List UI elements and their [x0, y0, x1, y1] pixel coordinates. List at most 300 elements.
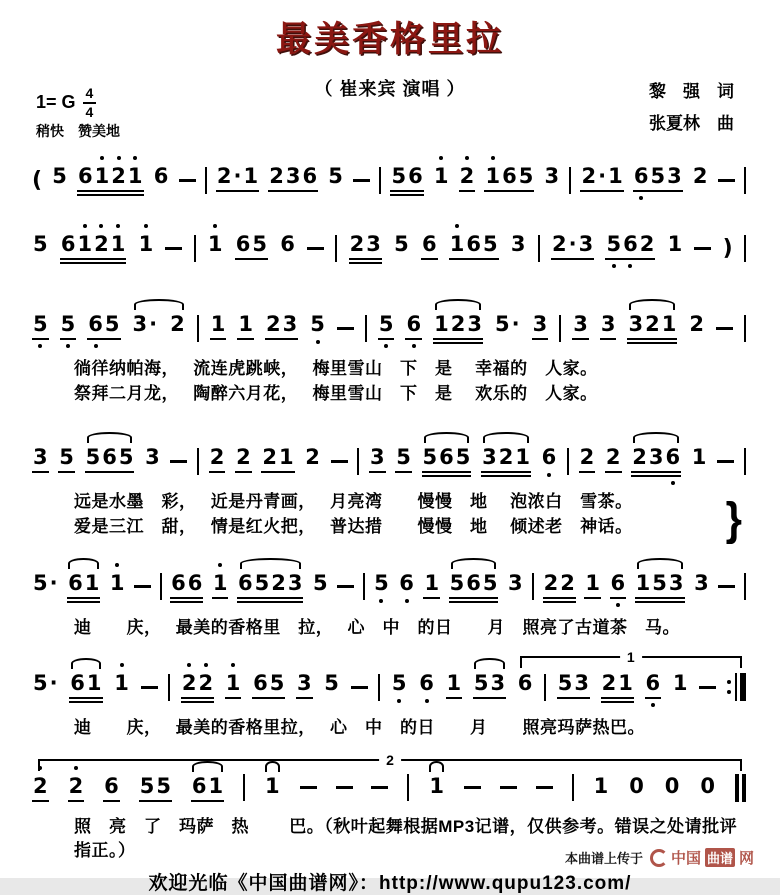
- note-digit: 1: [225, 671, 241, 696]
- note-digit: 5: [374, 570, 389, 595]
- music-row: [30, 428, 750, 490]
- duration-dash: [500, 786, 517, 789]
- note-digit: 1: [243, 164, 259, 188]
- song-title: 最美香格里拉: [275, 20, 504, 59]
- note-digit: 1: [138, 232, 154, 256]
- note-group: [631, 445, 681, 477]
- note-digit: 6: [235, 232, 251, 256]
- note-group: [510, 232, 527, 256]
- note-digit: 6: [60, 232, 76, 256]
- duration-dash: [464, 786, 481, 789]
- barline: [335, 235, 337, 262]
- stanza-brace: }: [725, 492, 742, 544]
- barline: [572, 774, 574, 801]
- note-group: [181, 671, 214, 703]
- note-group: [391, 671, 408, 695]
- note-group: [418, 671, 435, 695]
- note-digit: 1: [84, 570, 100, 595]
- note-digit: 2: [216, 164, 232, 188]
- note-group: [69, 671, 102, 703]
- barline: [407, 774, 409, 801]
- note-digit: 5: [324, 671, 339, 696]
- note-group: [327, 164, 344, 188]
- repeat-dot: [727, 690, 731, 694]
- note-digit: 3: [544, 164, 560, 188]
- note-group: [446, 671, 463, 699]
- augmentation-dot: ·: [511, 312, 520, 336]
- lyric-line: 迪 庆， 最美的香格里 拉， 心 中 的日 月 照亮了古道茶 马。: [74, 617, 680, 637]
- note-digit: 5: [518, 164, 534, 188]
- note-digit: 1: [94, 164, 110, 188]
- note-group: [252, 671, 285, 699]
- note-digit: 3: [600, 312, 616, 336]
- note-digit: 2: [543, 570, 559, 595]
- note-digit: 2: [236, 445, 251, 470]
- composer-credit: 张夏林 曲: [649, 114, 734, 134]
- note-digit: 5: [269, 671, 285, 696]
- note-group: [532, 312, 549, 340]
- repeat-barline: [727, 673, 746, 701]
- note-digit: 5: [391, 164, 407, 188]
- note-digit: 5: [156, 773, 171, 798]
- note-group: [541, 445, 558, 469]
- note-digit: 5: [391, 671, 407, 696]
- note-digit: 5: [139, 773, 155, 798]
- note-digit: 6: [466, 570, 481, 595]
- note-group: [261, 445, 294, 473]
- note-group: [421, 232, 438, 260]
- note-digit: 5: [312, 570, 328, 595]
- note-group: [268, 164, 318, 192]
- note-group: [645, 671, 662, 699]
- music-system: [30, 147, 750, 209]
- volta-bracket-1: [520, 649, 742, 668]
- lyric-line: 祭拜二月龙， 陶醉六月花， 梅里雪山 下 是 欢乐的 人家。: [74, 383, 598, 403]
- note-digit: 6: [517, 671, 533, 696]
- note-digit: 5: [33, 232, 48, 256]
- note-group: [378, 312, 395, 340]
- volta-label: 1: [620, 649, 642, 666]
- note-digit: 5: [557, 671, 573, 696]
- performer-line: （ 崔来宾 演唱 ）: [314, 79, 466, 99]
- note-group: [423, 571, 440, 599]
- duration-dash: [179, 179, 196, 182]
- note-group: [398, 571, 415, 595]
- duration-dash: [716, 327, 733, 330]
- note-group: [237, 571, 304, 603]
- note-group: [494, 312, 521, 336]
- barline: [205, 167, 207, 194]
- note-digit: 5: [33, 312, 48, 336]
- note-group: [235, 445, 252, 473]
- barline: [168, 674, 170, 701]
- note-digit: 6: [187, 570, 203, 595]
- barline: [567, 448, 569, 475]
- note-digit: 1: [238, 312, 253, 336]
- note-group: [32, 774, 49, 802]
- note-digit: 5: [59, 445, 74, 470]
- note-group: [584, 571, 601, 599]
- note-group: [210, 312, 227, 340]
- note-digit: 1: [424, 570, 440, 595]
- lyric-line: 远是水墨 彩， 近是丹青画， 月亮湾 慢慢 地 泡浓白 雪茶。: [74, 492, 633, 512]
- note-group: [32, 312, 49, 340]
- watermark: [565, 847, 754, 868]
- repeat-dot: [727, 680, 731, 684]
- note-group: [422, 445, 472, 477]
- note-group: [688, 312, 705, 336]
- augmentation-dot: ·: [568, 232, 577, 256]
- note-digit: 2: [450, 312, 466, 336]
- note-group: [296, 671, 313, 699]
- note-digit: 5: [422, 445, 438, 470]
- augmentation-dot: ·: [49, 570, 58, 595]
- note-group: [32, 571, 59, 595]
- note-digit: 2: [601, 671, 617, 696]
- rest-zero: 0: [700, 773, 715, 798]
- note-digit: 6: [191, 773, 207, 798]
- note-digit: 3: [285, 164, 301, 188]
- note-digit: 1: [109, 570, 125, 595]
- note-digit: 1: [77, 232, 93, 256]
- note-digit: 5: [606, 232, 622, 256]
- note-group: [58, 445, 75, 473]
- note-digit: 3: [369, 445, 385, 470]
- note-digit: 1: [212, 570, 228, 595]
- note-digit: 6: [88, 312, 103, 336]
- note-group: [349, 232, 382, 264]
- note-digit: 2: [689, 312, 704, 336]
- barline: [744, 167, 746, 194]
- note-digit: 1: [127, 164, 143, 188]
- note-digit: 1: [515, 445, 530, 470]
- note-digit: 3: [287, 570, 303, 595]
- note-group: [113, 671, 130, 695]
- duration-dash: [141, 686, 158, 689]
- note-digit: 6: [502, 164, 517, 188]
- note-group: [138, 232, 155, 256]
- note-digit: 2: [265, 312, 281, 336]
- note-digit: 3: [296, 671, 312, 696]
- note-digit: 1: [114, 671, 129, 696]
- duration-dash: [134, 585, 151, 588]
- note-digit: 1: [208, 773, 224, 798]
- note-digit: 2: [209, 445, 225, 470]
- note-digit: 1: [593, 773, 609, 798]
- note-group: [605, 232, 655, 260]
- note-digit: 3: [628, 312, 644, 336]
- music-system: [30, 428, 750, 544]
- final-bar-thick: [742, 774, 746, 802]
- note-group: [32, 445, 49, 473]
- barline: [197, 315, 199, 342]
- note-group: [627, 312, 677, 344]
- note-group: [60, 232, 127, 264]
- note-group: [395, 445, 412, 473]
- note-digit: 2: [271, 570, 286, 595]
- note-digit: 1: [434, 312, 449, 336]
- barline: [544, 674, 546, 701]
- note-digit: 1: [667, 232, 683, 256]
- note-digit: 2: [198, 671, 214, 696]
- note-group: [209, 445, 226, 473]
- note-digit: 3: [366, 232, 381, 256]
- barline: [357, 448, 359, 475]
- note-digit: 3: [33, 445, 48, 470]
- duration-dash: [307, 247, 324, 250]
- note-digit: 6: [78, 164, 93, 188]
- note-digit: 5: [60, 312, 76, 336]
- note-digit: 6: [302, 164, 318, 188]
- note-digit: 5: [378, 312, 394, 336]
- note-digit: 1: [433, 164, 449, 188]
- note-digit: 6: [408, 164, 423, 188]
- note-digit: 2: [170, 312, 185, 336]
- time-signature: [83, 86, 97, 119]
- repeat-dots: [727, 680, 731, 694]
- note-digit: 1: [110, 232, 126, 256]
- note-group: [459, 164, 476, 192]
- rest-zero: 0: [664, 773, 680, 798]
- note-digit: 3: [132, 312, 148, 336]
- note-group: [449, 232, 499, 260]
- note-digit: 5: [254, 570, 270, 595]
- note-digit: 2: [269, 164, 284, 188]
- note-group: [85, 445, 135, 473]
- duration-dash: [694, 247, 711, 250]
- barline: [363, 573, 365, 600]
- time-denominator: 4: [85, 103, 94, 120]
- note-group: [544, 164, 561, 188]
- note-digit: 6: [633, 164, 649, 188]
- note-digit: 1: [265, 773, 280, 798]
- lyric-line: 迪 庆， 最美的香格里拉， 心 中 的日 月 照亮玛萨热巴。: [74, 718, 645, 738]
- note-group: [433, 312, 483, 344]
- duration-dash: [331, 460, 348, 463]
- note-digit: 1: [86, 671, 102, 696]
- note-digit: 1: [608, 164, 623, 188]
- note-group: [484, 164, 534, 192]
- footer-welcome: 欢迎光临《中国曲谱网》：http://www.qupu123.com/: [148, 873, 632, 895]
- note-digit: 2: [581, 164, 597, 188]
- duration-dash: [536, 786, 553, 789]
- note-digit: 6: [68, 570, 83, 595]
- brand-mid: 曲谱: [705, 848, 735, 867]
- note-group: [517, 671, 534, 695]
- note-group: [473, 671, 506, 699]
- note-group: [60, 312, 77, 340]
- final-barline: [735, 774, 746, 802]
- note-group: [601, 671, 634, 703]
- duration-dash: [300, 786, 317, 789]
- note-group: [225, 671, 242, 699]
- credits: [649, 76, 734, 141]
- note-digit: 6: [153, 164, 169, 188]
- note-digit: 5: [473, 671, 489, 696]
- note-digit: 3: [467, 312, 482, 336]
- note-digit: 5: [33, 570, 48, 595]
- note-digit: 5: [328, 164, 343, 188]
- note-digit: 6: [70, 671, 85, 696]
- duration-dash: [699, 686, 716, 689]
- note-digit: 2: [111, 164, 126, 188]
- music-system: [30, 554, 750, 641]
- note-group: [264, 774, 281, 798]
- brand-pre: 中国: [670, 850, 701, 867]
- note-digit: 6: [466, 232, 482, 256]
- note-digit: 3: [667, 164, 682, 188]
- note-group: [369, 445, 386, 473]
- note-digit: 2: [552, 232, 567, 256]
- note-group: [390, 164, 423, 196]
- note-digit: 5: [394, 232, 409, 256]
- music-system: [30, 215, 750, 277]
- duration-dash: [170, 460, 187, 463]
- header: [0, 0, 780, 139]
- note-group: [667, 232, 684, 256]
- barline: [365, 315, 367, 342]
- note-digit: 2: [632, 445, 647, 470]
- note-group: [449, 571, 499, 603]
- note-digit: 3: [282, 312, 298, 336]
- barline: [197, 448, 199, 475]
- barline: [243, 774, 245, 801]
- note-digit: 2: [692, 164, 708, 188]
- key-signature: [36, 86, 96, 119]
- barline: [559, 315, 561, 342]
- note-digit: 2: [33, 773, 48, 798]
- note-digit: 1: [618, 671, 633, 696]
- note-group: [51, 164, 68, 188]
- note-group: [191, 774, 224, 802]
- note-digit: 3: [694, 570, 709, 595]
- note-group: [103, 774, 120, 802]
- note-group: [309, 312, 326, 336]
- note-digit: 6: [171, 570, 186, 595]
- barline: [160, 573, 162, 600]
- note-digit: 2: [349, 232, 365, 256]
- note-digit: 1: [635, 570, 651, 595]
- duration-dash: [337, 585, 354, 588]
- rest-zero: 0: [629, 773, 644, 798]
- note-digit: 1: [672, 671, 688, 696]
- note-group: [144, 445, 161, 469]
- note-group: [433, 164, 450, 188]
- note-digit: 6: [280, 232, 295, 256]
- note-digit: 5: [449, 570, 465, 595]
- note-group: [235, 232, 268, 260]
- note-digit: 5: [104, 312, 120, 336]
- note-digit: 5: [85, 445, 101, 470]
- qupu-logo-icon: [650, 849, 668, 867]
- note-group: [139, 774, 172, 802]
- barline: [744, 448, 746, 475]
- barline: [379, 167, 381, 194]
- note-group: [635, 571, 685, 603]
- note-group: [109, 571, 126, 595]
- music-row: [30, 215, 750, 277]
- note-digit: 5: [118, 445, 134, 470]
- barline: [744, 235, 746, 262]
- note-digit: 2: [560, 570, 575, 595]
- note-group: [216, 164, 259, 192]
- music-row: [30, 554, 750, 616]
- note-digit: 5: [52, 164, 67, 188]
- barline: [744, 573, 746, 600]
- note-group: [153, 164, 170, 188]
- note-group: [373, 571, 390, 595]
- note-digit: 6: [399, 570, 414, 595]
- note-digit: 1: [661, 312, 677, 336]
- lyric-line: 爱是三江 甜， 情是红火把， 普达措 慢慢 地 倾述老 神话。: [74, 516, 633, 536]
- note-group: [265, 312, 298, 340]
- note-group: [557, 671, 590, 699]
- note-group: [207, 232, 224, 256]
- note-digit: 2: [68, 773, 84, 798]
- music-row: [30, 147, 750, 209]
- duration-dash: [718, 585, 735, 588]
- augmentation-dot: ·: [598, 164, 607, 188]
- note-digit: 3: [573, 312, 588, 336]
- note-group: [323, 671, 340, 695]
- note-group: [67, 571, 100, 603]
- note-group: [212, 571, 229, 599]
- note-digit: 5: [455, 445, 471, 470]
- note-group: [572, 312, 589, 340]
- note-digit: 6: [645, 671, 661, 696]
- note-digit: 3: [668, 570, 684, 595]
- time-numerator: 4: [83, 86, 97, 104]
- note-digit: 5: [252, 232, 268, 256]
- volta-bracket-2: [38, 751, 742, 771]
- note-group: [312, 571, 329, 595]
- augmentation-dot: ·: [49, 671, 58, 696]
- barline: [532, 573, 534, 600]
- note-group: [32, 232, 49, 256]
- note-digit: 6: [102, 445, 117, 470]
- note-group: [580, 164, 623, 192]
- note-digit: 2: [579, 445, 595, 470]
- volta-label: 2: [379, 752, 401, 769]
- lyricist-credit: 黎 强 词: [649, 82, 734, 101]
- barline: [378, 674, 380, 701]
- augmentation-dot: ·: [233, 164, 242, 188]
- note-group: [543, 571, 576, 603]
- note-digit: 5: [33, 671, 48, 696]
- note-group: [579, 445, 596, 473]
- phrase-paren: ): [722, 235, 733, 261]
- note-digit: 6: [253, 671, 268, 696]
- note-group: [405, 312, 422, 340]
- note-digit: 6: [419, 671, 434, 696]
- duration-dash: [718, 179, 735, 182]
- note-digit: 1: [485, 164, 501, 188]
- note-digit: 2: [605, 445, 621, 470]
- watermark-prefix: 本曲谱上传于: [564, 851, 643, 866]
- phrase-paren: (: [32, 167, 43, 193]
- duration-dash: [336, 786, 353, 789]
- note-digit: 6: [104, 773, 119, 798]
- note-group: [393, 232, 410, 256]
- note-digit: 6: [439, 445, 454, 470]
- note-group: [77, 164, 144, 196]
- note-group: [304, 445, 321, 469]
- note-digit: 3: [578, 232, 594, 256]
- note-digit: 2: [94, 232, 109, 256]
- note-digit: 1: [207, 232, 223, 256]
- music-row: [30, 295, 750, 357]
- note-group: [237, 312, 254, 340]
